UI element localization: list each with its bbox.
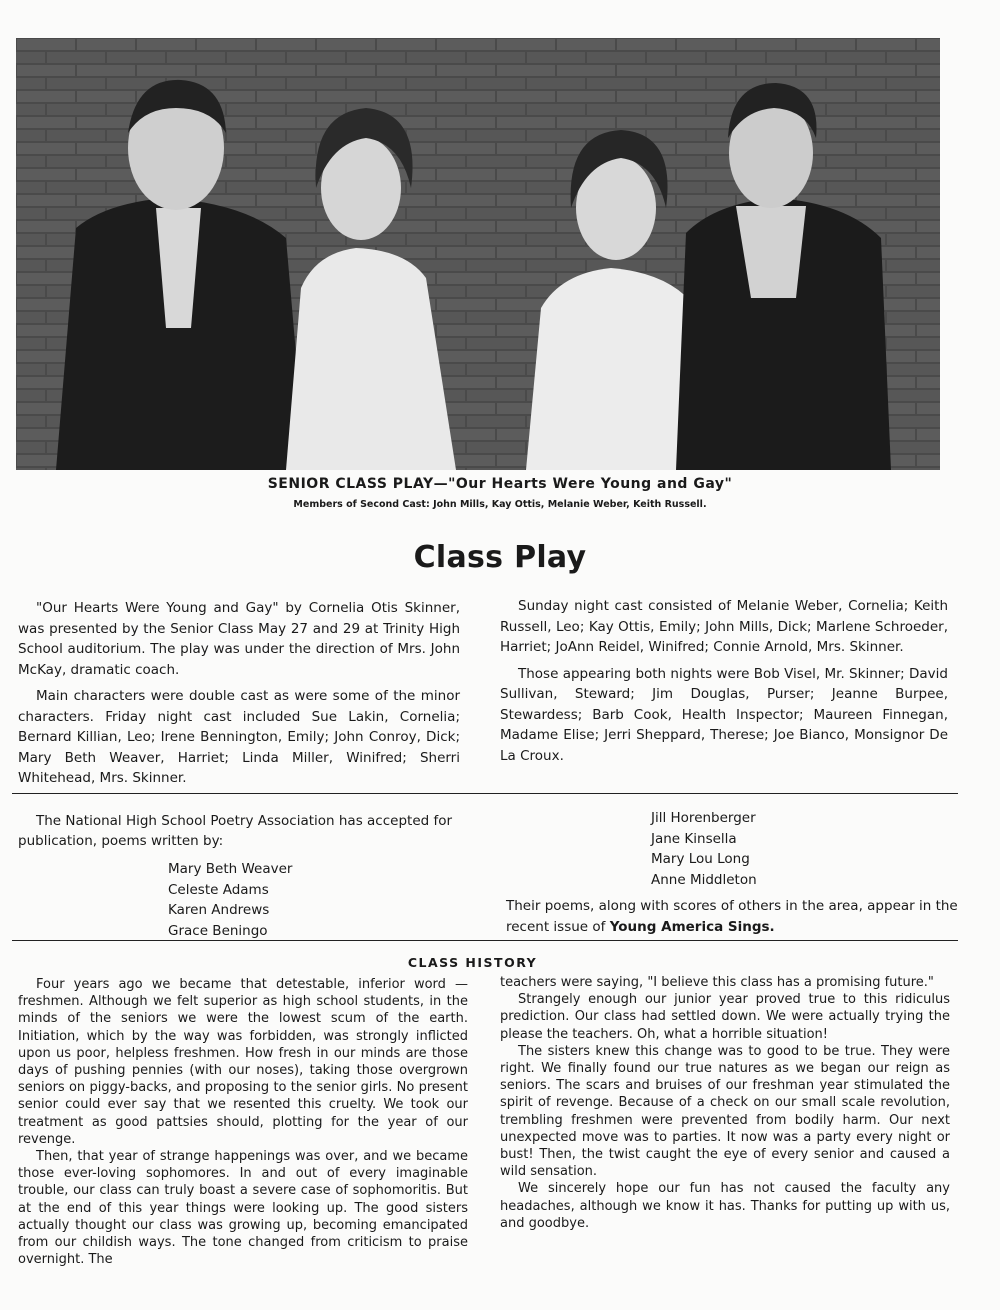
poet-list-right xyxy=(651,808,757,890)
class-play-left-column xyxy=(18,598,460,795)
class-play-paragraph: "Our Hearts Were Young and Gay" by Cornelia Otis Skinner, was presented by the Senior Class May 27 and 29 at Trinity High School auditorium. The play was under the direction of Mrs. John McKay, dramatic coach. xyxy=(18,600,460,678)
poet-name: Mary Beth Weaver xyxy=(168,861,293,877)
poet-name: Jill Horenberger xyxy=(651,810,756,826)
poetry-outro-text: Their poems, along with scores of others in the area, appear in the recent issue of xyxy=(506,898,958,935)
poet-name: Celeste Adams xyxy=(168,881,269,898)
photo-caption-title: SENIOR CLASS PLAY—"Our Hearts Were Young and Gay" xyxy=(267,476,733,492)
class-play-right-column xyxy=(500,596,948,772)
class-play-photo xyxy=(16,38,940,470)
class-history-paragraph: The sisters knew this change was to good to be true. They were right. We finally found our true natures as we began our reign as seniors. The scars and bruises of our freshman year stimulated the spirit of revenge. Because of a check on our small scale revolution, trembling freshmen were prevented from bodily harm. Our next unexpected move was to parties. It now was a party every night or bust! Then, the twist caught the eye of every senior and caused a wild sensation. xyxy=(500,1043,950,1180)
poet-name: Karen Andrews xyxy=(168,902,270,918)
class-history-paragraph: teachers were saying, "I believe this class has a promising future." xyxy=(500,975,934,990)
section-divider xyxy=(12,940,958,941)
photo-caption-cast: Members of Second Cast: John Mills, Kay Ottis, Melanie Weber, Keith Russell. xyxy=(293,499,707,510)
class-history-right-column xyxy=(500,974,950,1232)
class-history-paragraph: We sincerely hope our fun has not caused the faculty any headaches, although we know it has. Thanks for putting up with us, and goodbye. xyxy=(500,1181,950,1231)
class-history-paragraph: Then, that year of strange happenings was over, and we became those ever-loving sophomores. In and out of every imaginable trouble, our class can truly boast a severe case of sophomoritis. But at the end of this year things were looking up. The good sisters actually thought our class was growing up, becoming emancipated from our childish ways. The tone changed from criticism to praise overnight. The xyxy=(18,1149,468,1268)
class-history-left-column xyxy=(18,976,468,1268)
poet-name: Mary Lou Long xyxy=(651,851,750,867)
poet-name: Anne Middleton xyxy=(651,871,757,888)
class-play-heading: Class Play xyxy=(413,540,587,575)
class-history-paragraph: Four years ago we became that detestable, inferior word —freshmen. Although we felt superior as high school students, in the minds of the seniors we were the lowest scum of the earth. Initiation, which by the way was forbidden, was strongly inflicted upon us poor, helpless freshmen. How fresh in our minds are those days of pushing pennies (with our noses), taking those overgrown seniors on piggy-backs, and proposing to the senior girls. No present senior could ever say that we resented this cruelty. We took our treatment as good pattsies should, plotting for the year of our revenge. xyxy=(18,977,468,1147)
publication-title: Young America Sings. xyxy=(609,918,775,935)
class-play-paragraph: Those appearing both nights were Bob Visel, Mr. Skinner; David Sullivan, Steward; Jim Douglas, Purser; Jeanne Burpee, Stewardess; Barb Cook, Health Inspector; Maureen Finnegan, Madame Elise; Jerri Sheppard, Therese; Joe Bianco, Monsignor De La Croux. xyxy=(500,665,948,764)
poet-list-left xyxy=(168,859,292,941)
class-play-paragraph: Sunday night cast consisted of Melanie Weber, Cornelia; Keith Russell, Leo; Kay Ottis, Emily; John Mills, Dick; Marlene Schroeder, Harriet; JoAnn Reidel, Winifred; Connie Arnold, Mrs. Skinner. xyxy=(500,598,948,655)
poetry-outro xyxy=(506,896,958,937)
poet-name: Jane Kinsella xyxy=(651,830,737,847)
poetry-intro xyxy=(18,811,468,851)
section-divider xyxy=(12,793,958,794)
class-history-heading: CLASS HISTORY xyxy=(407,955,538,970)
photo-illustration xyxy=(16,38,940,470)
poetry-intro-text: The National High School Poetry Association has accepted for publication, poems written by: xyxy=(18,813,453,849)
class-play-paragraph: Main characters were double cast as were some of the minor characters. Friday night cast included Sue Lakin, Cornelia; Bernard Killian, Leo; Irene Bennington, Emily; John Conroy, Dick; Mary Beth Weaver, Harriet; Linda Miller, Winifred; Sherri Whitehead, Mrs. Skinner. xyxy=(18,688,460,786)
class-history-paragraph: Strangely enough our junior year proved true to this ridiculus prediction. Our class had settled down. We were actually trying the please the teachers. Oh, what a horrible situation! xyxy=(500,992,950,1042)
poet-name: Grace Beningo xyxy=(168,922,268,939)
